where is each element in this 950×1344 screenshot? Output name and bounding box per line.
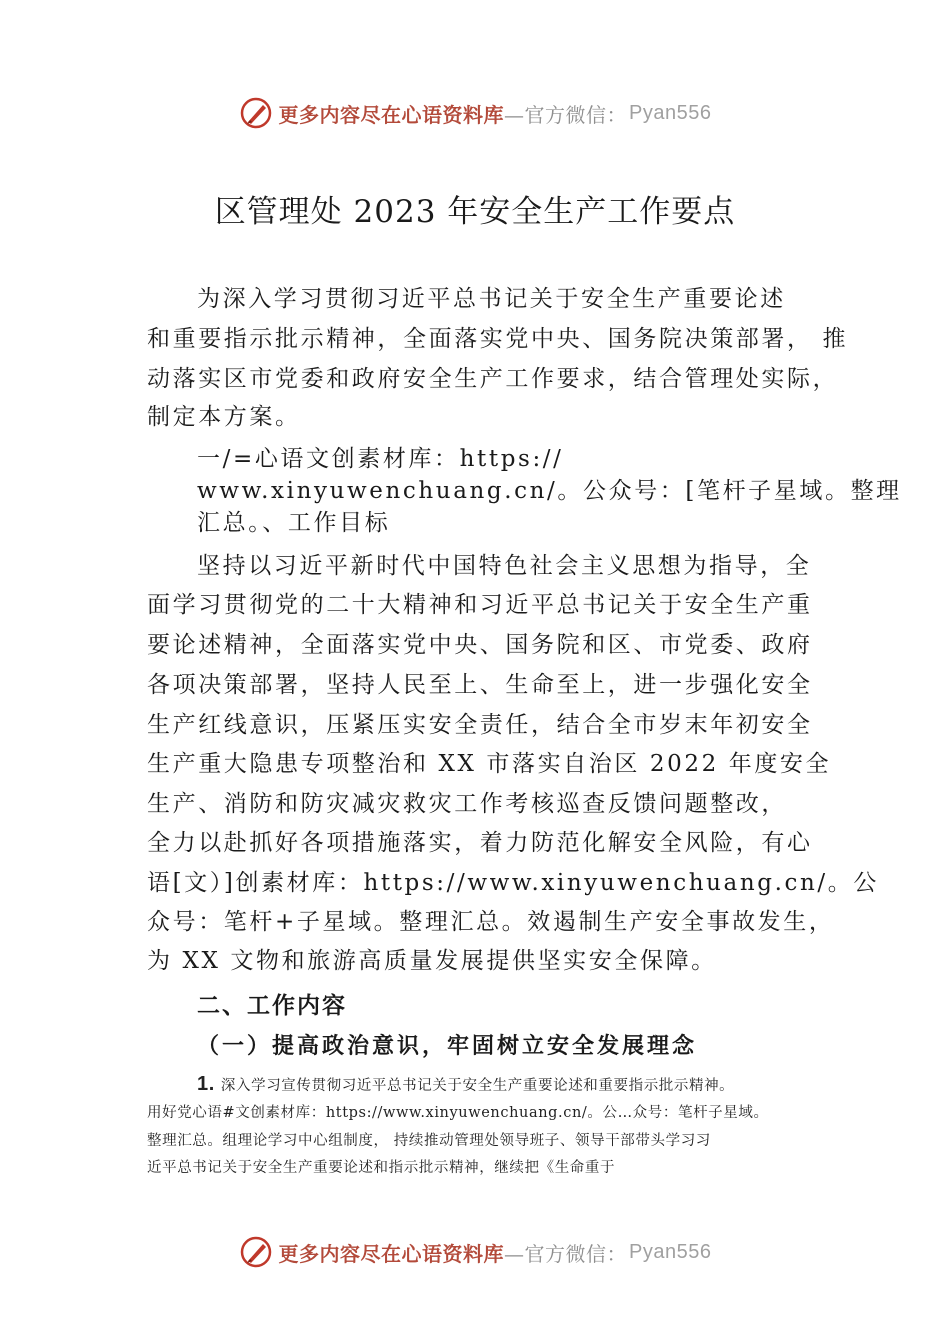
- goal-line: 生产重大隐患专项整治和 XX 市落实自治区 2022 年度安全: [147, 751, 832, 777]
- item1-line: 近平总书记关于安全生产重要论述和指示批示精神，继续把《生命重于: [147, 1160, 616, 1176]
- goal-line: 坚持以习近平新时代中国特色社会主义思想为指导，全: [197, 553, 812, 579]
- document-title: 区管理处 2023 年安全生产工作要点: [214, 194, 736, 230]
- section1-line: 一/=心语文创素材库：https://: [197, 446, 564, 472]
- goal-line: 各项决策部署，坚持人民至上、生命至上，进一步强化安全: [147, 672, 813, 698]
- goal-line: 语[文）]创素材库：https://www.xinyuwenchuang.cn/。公: [147, 870, 879, 896]
- section2-heading: 二、工作内容: [197, 993, 347, 1019]
- goal-line: 生产红线意识，压紧压实安全责任，结合全市岁末年初安全: [147, 712, 813, 738]
- intro-line: 和重要指示批示精神，全面落实党中央、国务院决策部署， 推: [147, 326, 849, 352]
- footer-banner: [0, 1232, 950, 1272]
- goal-line: 要论述精神，全面落实党中央、国务院和区、市党委、政府: [147, 632, 813, 658]
- banner-wechat-id: Pyan556: [629, 101, 712, 124]
- section1-heading: 汇总。、工作目标: [197, 510, 391, 536]
- banner-text-wechat: —官方微信：: [504, 102, 628, 127]
- item1-number: 1.: [197, 1073, 215, 1095]
- goal-line: 众号：笔杆+子星域。整理汇总。效遏制生产安全事故发生，: [147, 909, 835, 935]
- item1-text: 深入学习宣传贯彻习近平总书记关于安全生产重要论述和重要指示批示精神。: [220, 1078, 735, 1094]
- goal-line: 全力以赴抓好各项措施落实，着力防范化解安全风险，有心: [147, 830, 813, 856]
- subsection1-heading: （一）提高政治意识，牢固树立安全发展理念: [197, 1033, 698, 1059]
- section1-line: www.xinyuwenchuang.cn/。公众号：[笔杆子星域。整理: [197, 478, 902, 504]
- intro-line: 动落实区市党委和政府安全生产工作要求，结合管理处实际，: [147, 366, 839, 392]
- intro-line: 制定本方案。: [147, 404, 301, 430]
- pen-quill-logo-icon: [239, 1235, 273, 1269]
- item1-line: 整理汇总。组理论学习中心组制度， 持续推动管理处领导班子、领导干部带头学习习: [147, 1133, 711, 1149]
- intro-line: 为深入学习贯彻习近平总书记关于安全生产重要论述: [197, 286, 786, 312]
- goal-line: 生产、消防和防灾减灾救灾工作考核巡查反馈问题整改，: [147, 791, 787, 817]
- pen-quill-logo-icon: [239, 96, 273, 130]
- banner-text-main: 更多内容尽在心语资料库: [278, 102, 505, 127]
- goal-line: 面学习贯彻党的二十大精神和习近平总书记关于安全生产重: [147, 592, 813, 618]
- banner-text-wechat: —官方微信：: [504, 1241, 628, 1266]
- banner-wechat-id: Pyan556: [629, 1240, 712, 1263]
- item1-line: 用好党心语#文创素材库：https://www.xinyuwenchuang.cn/。公…众号：笔杆子星域。: [147, 1105, 769, 1121]
- item1-line: [197, 1073, 827, 1097]
- banner-text-main: 更多内容尽在心语资料库: [278, 1241, 505, 1266]
- goal-line: 为 XX 文物和旅游高质量发展提供坚实安全保障。: [147, 948, 717, 974]
- header-banner: [0, 93, 950, 133]
